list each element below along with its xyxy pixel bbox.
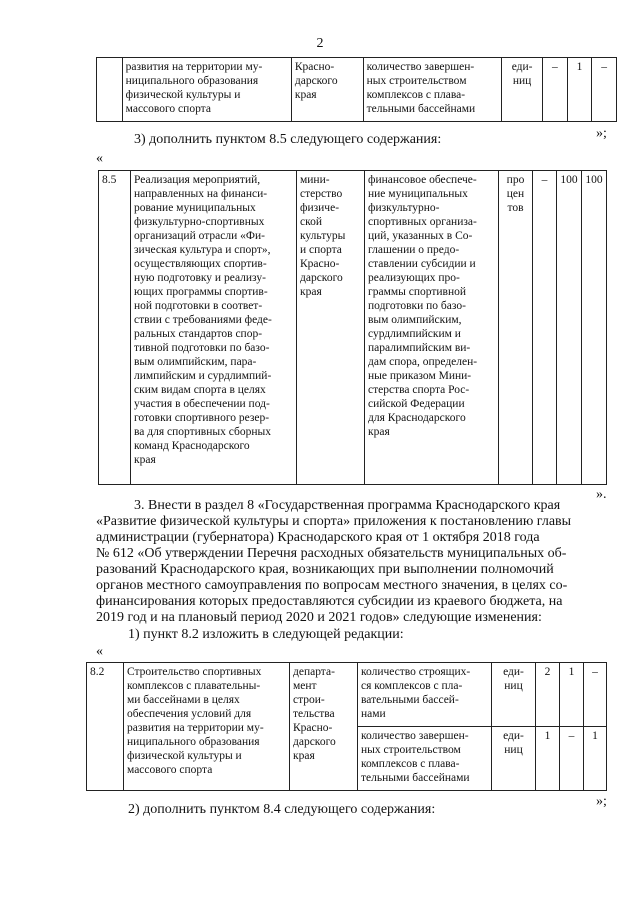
cell-indicator: количество строящих- ся комплексов с пла- вательными бассей- нами — [358, 663, 492, 727]
cell-value-2021: 1 — [584, 727, 607, 791]
cell-organization: департа- мент строи- тельства Красно- дарского края — [290, 663, 358, 791]
cell-indicator: финансовое обеспече- ние муниципальных физкультурно- спортивных организа- ций, указанных в Со- глашении о предо- ставлении субсидии и реализующих про- граммы спортивной подготовки по базо- вым олимпийским, сурдлимпийским и паралимпийским ви- дам спора, определен- ные приказом Мини- стерства спорта Рос- сийской Федерации для Краснодарского края — [365, 171, 499, 485]
cell-indicator: количество завершен- ных строительством комплексов с плава- тельными бассейнами — [358, 727, 492, 791]
cell-num — [97, 58, 123, 122]
cell-value-2019: – — [543, 58, 568, 122]
paragraph-3: 3. Внести в раздел 8 «Государственная программа Краснодарского края «Развитие физической культуры и спорта» приложения к постановлению главы администрации (губернатора) Краснодарского края от 1 октября 2018 года № 612 «Об утверждении Перечня расходных обязательств муниципальных об- разований Краснодарского края, возникающих при выполнении полномочий органов местного самоуправления по вопросам местного значения, в целях со- финансирования которых предоставляются субсидии из краевого бюджета, на 2019 год и на плановый период 2020 и 2021 годов» следующие изменения: — [96, 498, 572, 625]
page-number: 2 — [316, 36, 324, 51]
cell-unit: еди- ниц — [492, 727, 536, 791]
cell-value-2021: 100 — [582, 171, 607, 485]
closing-quote: »; — [596, 126, 607, 141]
cell-value-2020: – — [560, 727, 584, 791]
cell-description: Реализация мероприятий, направленных на финанси- рование муниципальных физкультурно-спортивных организаций отрасли «Фи- зическая культура и спорт», осуществляющих спортив- ную подготовку и реализу- ющих программы спортив- ной подготовки в соответ- ствии с требованиями феде- ральных стандартов спор- тивной подготовки по базо- вым олимпийским, пара- лимпийским и сурдлимпий- ским видам спорта в целях участия в обеспечении под- готовки спортивного резер- ва для спортивных сборных команд Краснодарского края — [131, 171, 297, 485]
table-row — [87, 663, 607, 727]
table-row — [97, 58, 617, 122]
cell-organization: мини- стерство физиче- ской культуры и спорта Красно- дарского края — [297, 171, 365, 485]
cell-value-2019: 2 — [536, 663, 560, 727]
cell-unit: еди- ниц — [502, 58, 543, 122]
table-item-8-5 — [98, 170, 607, 485]
cell-value-2019: 1 — [536, 727, 560, 791]
cell-value-2020: 1 — [560, 663, 584, 727]
cell-value-2019: – — [533, 171, 557, 485]
cell-value-2020: 1 — [567, 58, 592, 122]
cell-num: 8.2 — [87, 663, 124, 791]
table-item-8-2 — [86, 662, 607, 791]
cell-description: развития на территории му- ниципального образования физической культуры и массового спорта — [122, 58, 291, 122]
cell-value-2021: – — [592, 58, 617, 122]
cell-indicator: количество завершен- ных строительством комплексов с плава- тельными бассейнами — [363, 58, 501, 122]
cell-value-2020: 100 — [557, 171, 582, 485]
cell-num: 8.5 — [99, 171, 131, 485]
sub-item-2: 2) дополнить пунктом 8.4 следующего содержания: — [128, 802, 436, 817]
closing-quote: ». — [596, 487, 607, 502]
table-top-fragment — [96, 57, 617, 122]
table-row — [99, 171, 607, 485]
sub-item-1: 1) пункт 8.2 изложить в следующей редакции: — [128, 627, 404, 642]
cell-value-2021: – — [584, 663, 607, 727]
cell-organization: Красно- дарского края — [291, 58, 363, 122]
closing-quote: »; — [596, 794, 607, 809]
item-3-heading: 3) дополнить пунктом 8.5 следующего содержания: — [134, 132, 442, 147]
opening-quote: « — [96, 151, 103, 166]
cell-description: Строительство спортивных комплексов с плавательны- ми бассейнами в целях обеспечения условий для развития на территории му- ниципального образования физической культуры и массового спорта — [124, 663, 290, 791]
opening-quote: « — [96, 644, 103, 659]
cell-unit: еди- ниц — [492, 663, 536, 727]
cell-unit: про цен тов — [499, 171, 533, 485]
